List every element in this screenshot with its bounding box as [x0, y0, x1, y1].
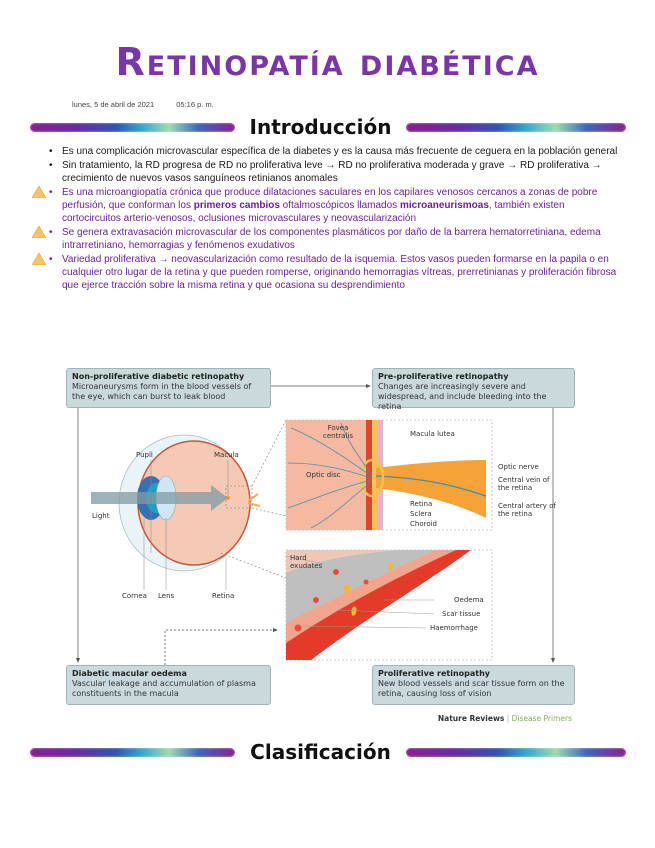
intro-list-item	[36, 145, 626, 158]
label-cornea: Cornea	[122, 592, 147, 600]
box-pre-proliferative	[372, 368, 575, 411]
credit-journal: Nature Reviews	[437, 714, 505, 723]
credit-series: Disease Primers	[511, 714, 572, 723]
glitter-divider	[406, 748, 626, 757]
label-scar-tissue: Scar tissue	[442, 610, 481, 618]
label-pupil: Pupil	[136, 451, 153, 459]
section-introduccion	[30, 115, 626, 139]
box-title: Pre-proliferative retinopathy	[378, 372, 509, 381]
label-retina: Retina	[212, 592, 235, 600]
label-oedema: Oedema	[454, 596, 484, 604]
bullet-icon: •	[49, 160, 53, 171]
glitter-divider	[30, 123, 235, 132]
page-title: Retinopatía diabética	[115, 40, 540, 84]
label-fovea-centralis: Fovea centralis	[322, 424, 354, 440]
item-text: oftalmoscópicos llamados	[279, 200, 400, 211]
item-text: Sin tratamiento, la RD progresa de RD no proliferativa leve → RD no proliferativa moderada y grave → RD proliferativa → crecimiento de nuevos vasos sanguíneos retinianos anomales	[62, 160, 602, 184]
label-macula-lutea: Macula lutea	[410, 430, 455, 438]
figure-credit	[438, 714, 572, 723]
credit-separator: |	[504, 714, 512, 723]
box-diabetic-macular-oedema	[66, 665, 271, 705]
page-date: lunes, 5 de abril de 2021	[72, 100, 155, 109]
label-disc-retina: Retina	[410, 500, 433, 508]
intro-list	[36, 145, 626, 293]
emphasis-text: primeros cambios	[193, 200, 280, 211]
intro-list-item	[36, 159, 626, 185]
glitter-divider	[30, 748, 235, 757]
item-text: Se genera extravasación microvascular de los componentes plasmáticos por daño de la barrera hematorretiniana, edema intrarretiniano, hemorragias y fenómenos exudativos	[62, 227, 601, 251]
glitter-divider	[406, 123, 626, 132]
bullet-icon: •	[49, 227, 53, 238]
label-sclera: Sclera	[410, 510, 432, 518]
box-non-proliferative	[66, 368, 271, 408]
item-text: Es una microangiopatía crónica que produce dilataciones saculares en los capilares venosos cercanos a zonas de pobre perfusión, que conforman los	[62, 187, 598, 211]
bullet-icon: •	[49, 254, 53, 265]
intro-list-item	[36, 186, 626, 225]
label-optic-nerve: Optic nerve	[498, 463, 539, 471]
item-text: Variedad proliferativa → neovascularización como resultado de la isquemia. Estos vasos pueden formarse en la papila o en cualquier otro lugar de la retina y que pueden romperse, originando hemorragias vítreas, prerretinianas y proliferación fibrosa que ejerce tracción sobre la misma retina y que ocasiona su desprendimiento	[62, 254, 617, 291]
item-text: , también existen cortocircuitos arterio-venosos, oclusiones microvasculares y neovascularización	[62, 200, 565, 224]
box-proliferative	[372, 665, 575, 705]
retinopathy-figure	[66, 368, 576, 723]
box-text: Microaneurysms form in the blood vessels of the eye, which can burst to leak blood	[72, 382, 252, 401]
label-macula: Macula	[214, 451, 239, 459]
box-text: Changes are increasingly severe and widespread, and include bleeding into the retina	[378, 382, 547, 411]
section-heading: Clasificación	[250, 740, 391, 764]
box-text: New blood vessels and scar tissue form on the retina, causing loss of vision	[378, 679, 565, 698]
box-title: Proliferative retinopathy	[378, 669, 491, 678]
page-meta	[72, 100, 234, 109]
label-hard-exudates: Hard exudates	[290, 554, 323, 570]
intro-list-item	[36, 226, 626, 252]
label-central-vein: Central vein of the retina	[498, 476, 550, 492]
label-haemorrhage: Haemorrhage	[430, 624, 478, 632]
box-text: Vascular leakage and accumulation of plasma constituents in the macula	[72, 679, 256, 698]
label-central-artery: Central artery of the retina	[498, 502, 556, 518]
section-heading: Introducción	[249, 115, 392, 139]
box-title: Diabetic macular oedema	[72, 669, 187, 678]
label-lens: Lens	[158, 592, 175, 600]
item-text: Es una complicación microvascular específica de la diabetes y es la causa más frecuente de ceguera en la población general	[62, 146, 618, 157]
label-optic-disc: Optic disc	[306, 471, 341, 479]
warning-icon	[32, 226, 46, 238]
label-light: Light	[92, 512, 110, 520]
page-time: 05:16 p. m.	[176, 100, 214, 109]
label-choroid: Choroid	[410, 520, 438, 528]
warning-icon	[32, 253, 46, 265]
bullet-icon: •	[49, 146, 53, 157]
intro-list-item	[36, 253, 626, 292]
warning-icon	[32, 186, 46, 198]
emphasis-text: microaneurismoas	[399, 200, 489, 211]
section-clasificacion	[30, 740, 626, 764]
bullet-icon: •	[49, 187, 53, 198]
box-title: Non-proliferative diabetic retinopathy	[72, 372, 245, 381]
